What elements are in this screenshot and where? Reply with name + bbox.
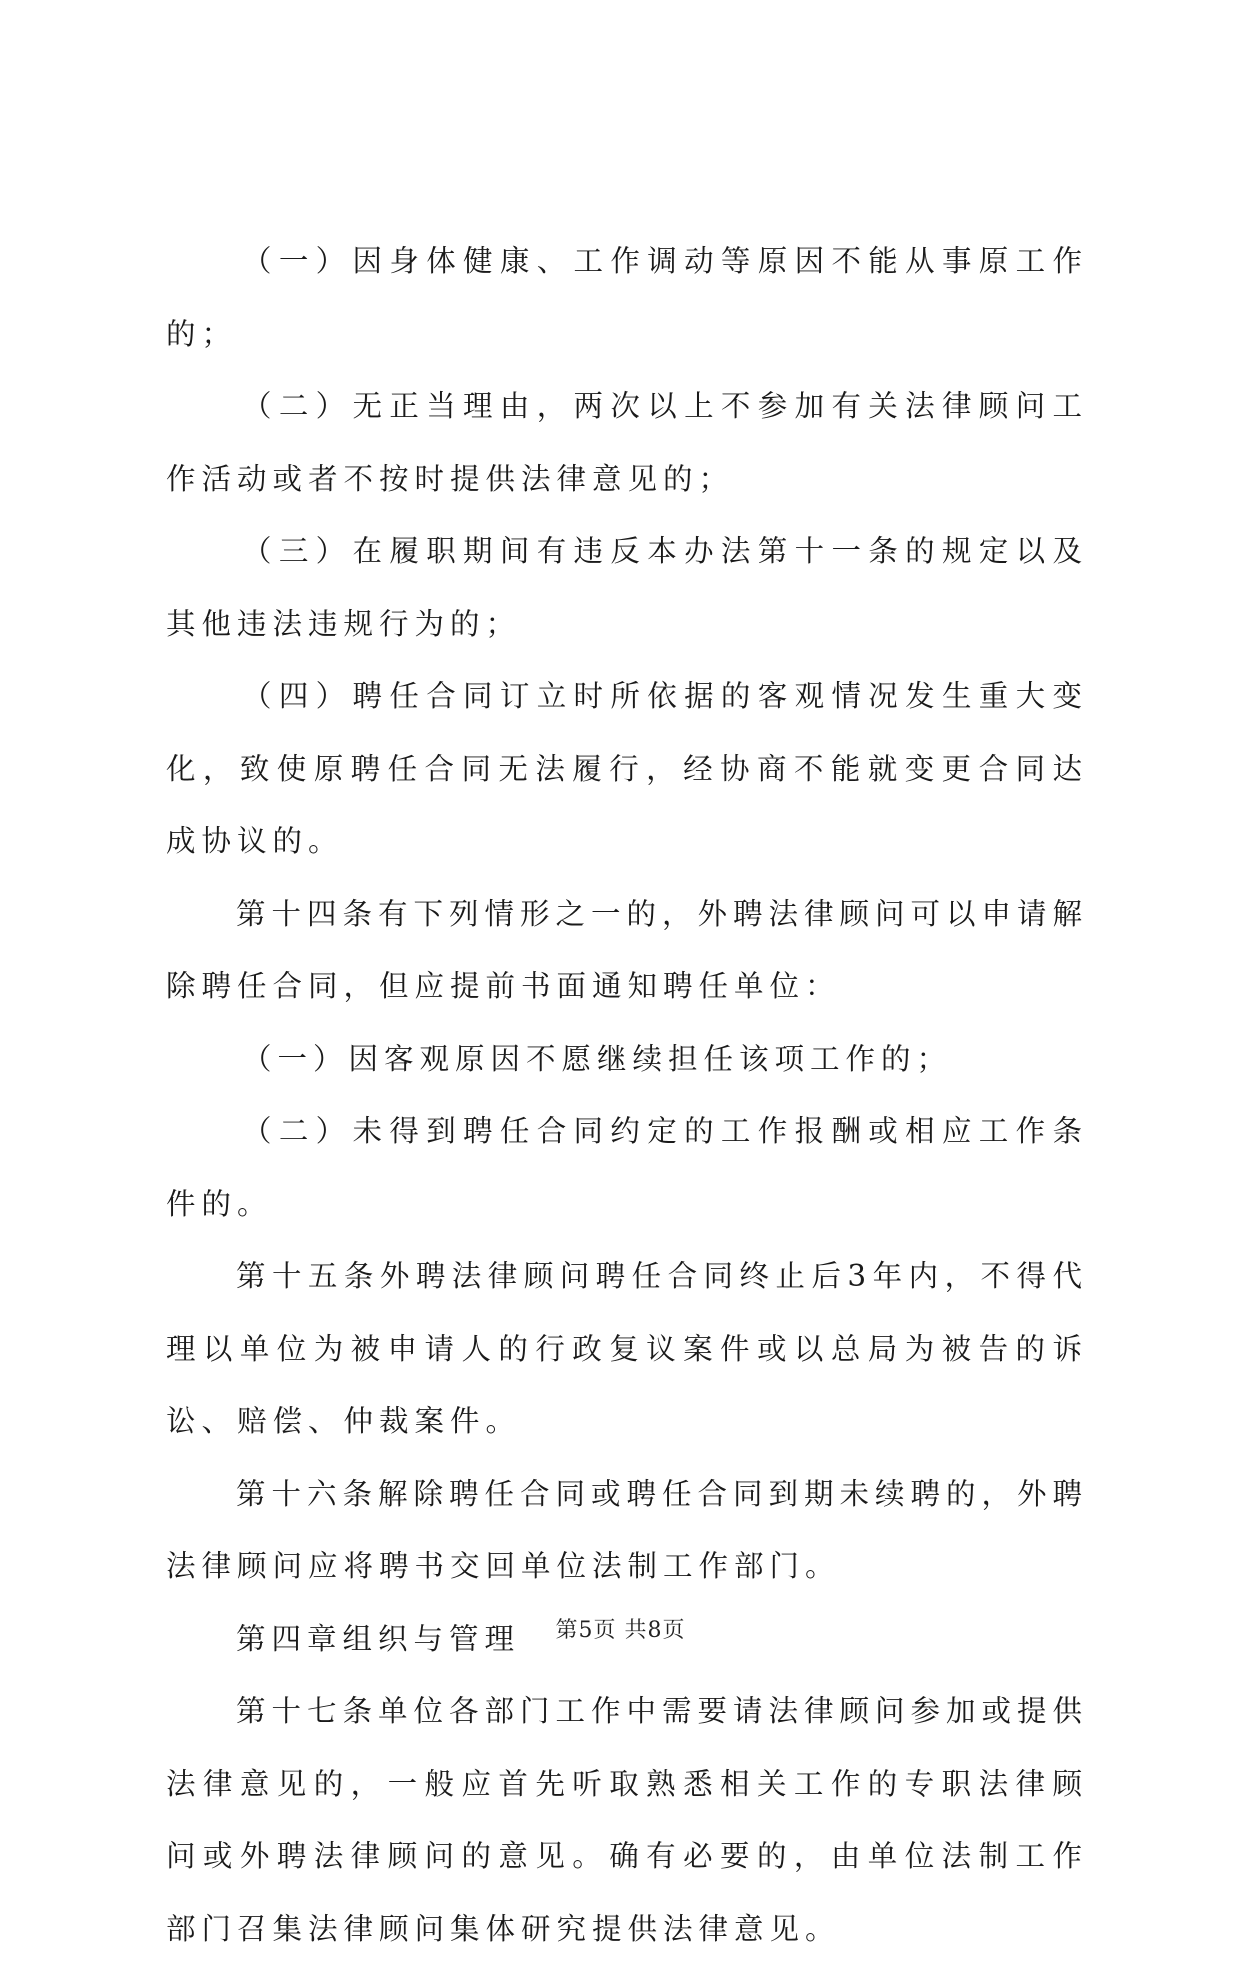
chapter-4-heading: 第四章组织与管理 xyxy=(236,1621,521,1656)
clause-item-2: （二）无正当理由，两次以上不参加有关法律顾问工作活动或者不按时提供法律意见的； xyxy=(166,389,1088,496)
article-14-item-2: （二）未得到聘任合同约定的工作报酬或相应工作条件的。 xyxy=(166,1114,1088,1221)
clause-item-1: （一）因身体健康、工作调动等原因不能从事原工作的； xyxy=(166,244,1088,351)
article-17: 第十七条单位各部门工作中需要请法律顾问参加或提供法律意见的，一般应首先听取熟悉相关工作的专职法律顾问或外聘法律顾问的意见。确有必要的，由单位法制工作部门召集法律顾问集体研究提供法律意见。 xyxy=(166,1694,1089,1946)
document-body xyxy=(166,225,1088,1965)
clause-item-4: （四）聘任合同订立时所依据的客观情况发生重大变化，致使原聘任合同无法履行，经协商不能就变更合同达成协议的。 xyxy=(166,679,1088,858)
article-15: 第十五条外聘法律顾问聘任合同终止后3年内，不得代理以单位为被申请人的行政复议案件或以总局为被告的诉讼、赔偿、仲裁案件。 xyxy=(166,1259,1088,1438)
article-14: 第十四条有下列情形之一的，外聘法律顾问可以申请解除聘任合同，但应提前书面通知聘任单位： xyxy=(166,896,1089,1003)
page-number: 第5页 共8页 xyxy=(555,1618,686,1643)
clause-item-3: （三）在履职期间有违反本办法第十一条的规定以及其他违法违规行为的； xyxy=(166,534,1088,641)
article-16: 第十六条解除聘任合同或聘任合同到期未续聘的，外聘法律顾问应将聘书交回单位法制工作部门。 xyxy=(166,1476,1089,1583)
article-14-item-1: （一）因客观原因不愿继续担任该项工作的； xyxy=(242,1041,953,1076)
